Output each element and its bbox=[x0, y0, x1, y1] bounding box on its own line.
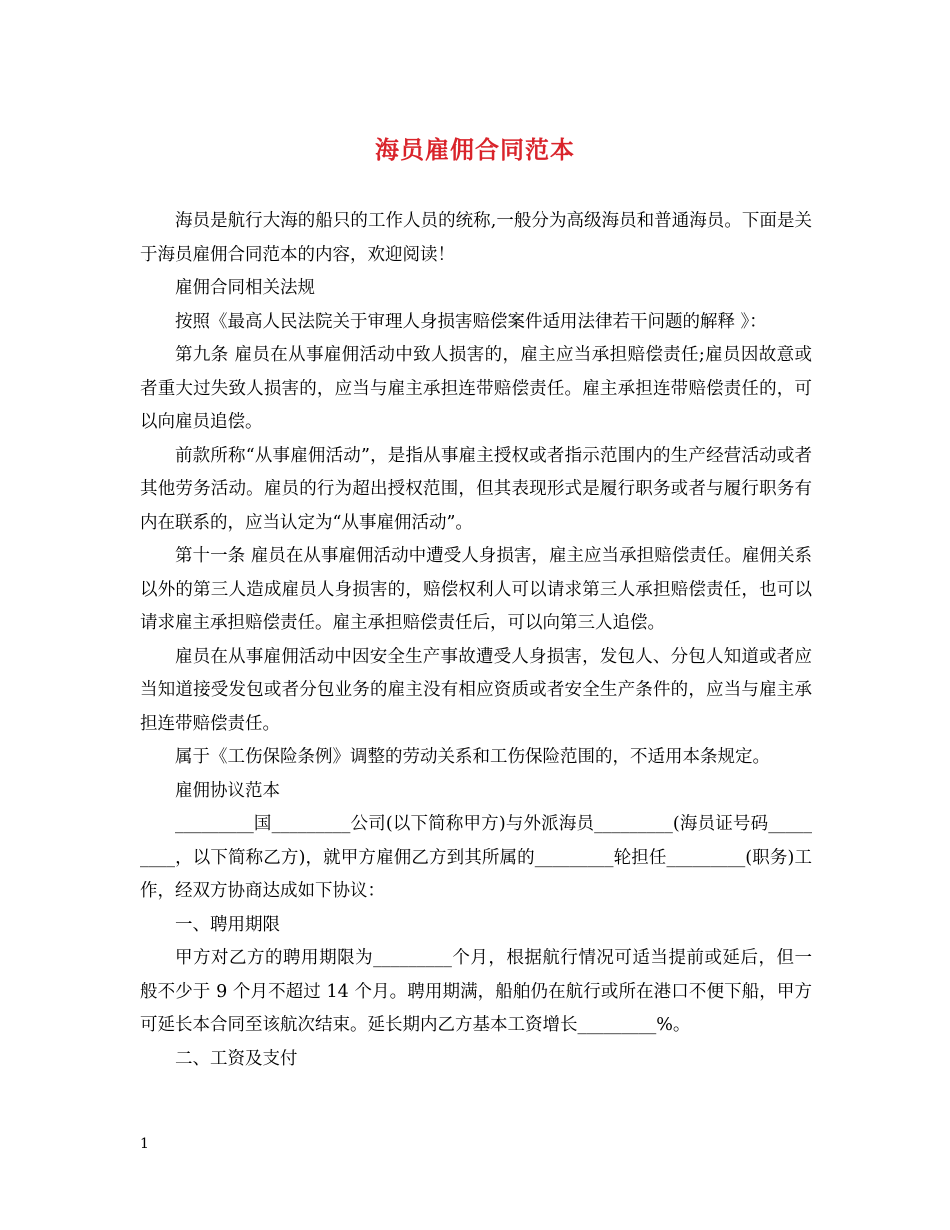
section-heading-wages: 二、工资及支付 bbox=[175, 1048, 298, 1069]
safety-accident-paragraph: 雇员在从事雇佣活动中因安全生产事故遭受人身损害，发包人、分包人知道或者应当知道接受发包或者分包业务的雇主没有相应资质或者安全生产条件的，应当与雇主承担连带赔偿责任。 bbox=[140, 646, 812, 734]
employment-term-paragraph: 甲方对乙方的聘用期限为_________个月，根据航行情况可适当提前或延后，但一般不少于 9 个月不超过 14 个月。聘用期满，船舶仍在航行或所在港口不便下船，甲方可延长本合同至该航次结束。延长期内乙方基本工资增长_________%。 bbox=[140, 948, 812, 1035]
legal-reference-paragraph: 按照《最高人民法院关于审理人身损害赔偿案件适用法律若干问题的解释 》： bbox=[175, 311, 767, 332]
work-injury-insurance-paragraph: 属于《工伤保险条例》调整的劳动关系和工伤保险范围的，不适用本条规定。 bbox=[175, 747, 770, 767]
section-heading-regulations: 雇佣合同相关法规 bbox=[175, 278, 315, 298]
employment-activity-definition-paragraph: 前款所称“从事雇佣活动”，是指从事雇主授权或者指示范围内的生产经营活动或者其他劳务活动。雇员的行为超出授权范围，但其表现形式是履行职务或者与履行职务有内在联系的，应当认定为“从事雇佣活动”。 bbox=[140, 445, 812, 533]
article-11-paragraph: 第十一条 雇员在从事雇佣活动中遭受人身损害，雇主应当承担赔偿责任。雇佣关系以外的第三人造成雇员人身损害的，赔偿权利人可以请求第三人承担赔偿责任，也可以请求雇主承担赔偿责任。雇主承担赔偿责任后，可以向第三人追偿。 bbox=[140, 546, 812, 633]
document-title: 海员雇佣合同范本 bbox=[375, 135, 575, 164]
agreement-parties-paragraph: _________国_________公司(以下简称甲方)与外派海员_________(海员证号码_________，以下简称乙方)，就甲方雇佣乙方到其所属的_________轮担任_________(职务)工作，经双方协商达成如下协议： bbox=[140, 814, 812, 901]
page-number: 1 bbox=[140, 1136, 149, 1152]
article-9-paragraph: 第九条 雇员在从事雇佣活动中致人损害的，雇主应当承担赔偿责任;雇员因故意或者重大过失致人损害的，应当与雇主承担连带赔偿责任。雇主承担连带赔偿责任的，可以向雇员追偿。 bbox=[140, 345, 812, 432]
section-heading-employment-term: 一、聘用期限 bbox=[175, 914, 280, 935]
document-body bbox=[140, 205, 812, 1076]
section-heading-agreement-template: 雇佣协议范本 bbox=[175, 780, 280, 801]
intro-paragraph: 海员是航行大海的船只的工作人员的统称,一般分为高级海员和普通海员。下面是关于海员雇佣合同范本的内容，欢迎阅读！ bbox=[140, 211, 812, 265]
